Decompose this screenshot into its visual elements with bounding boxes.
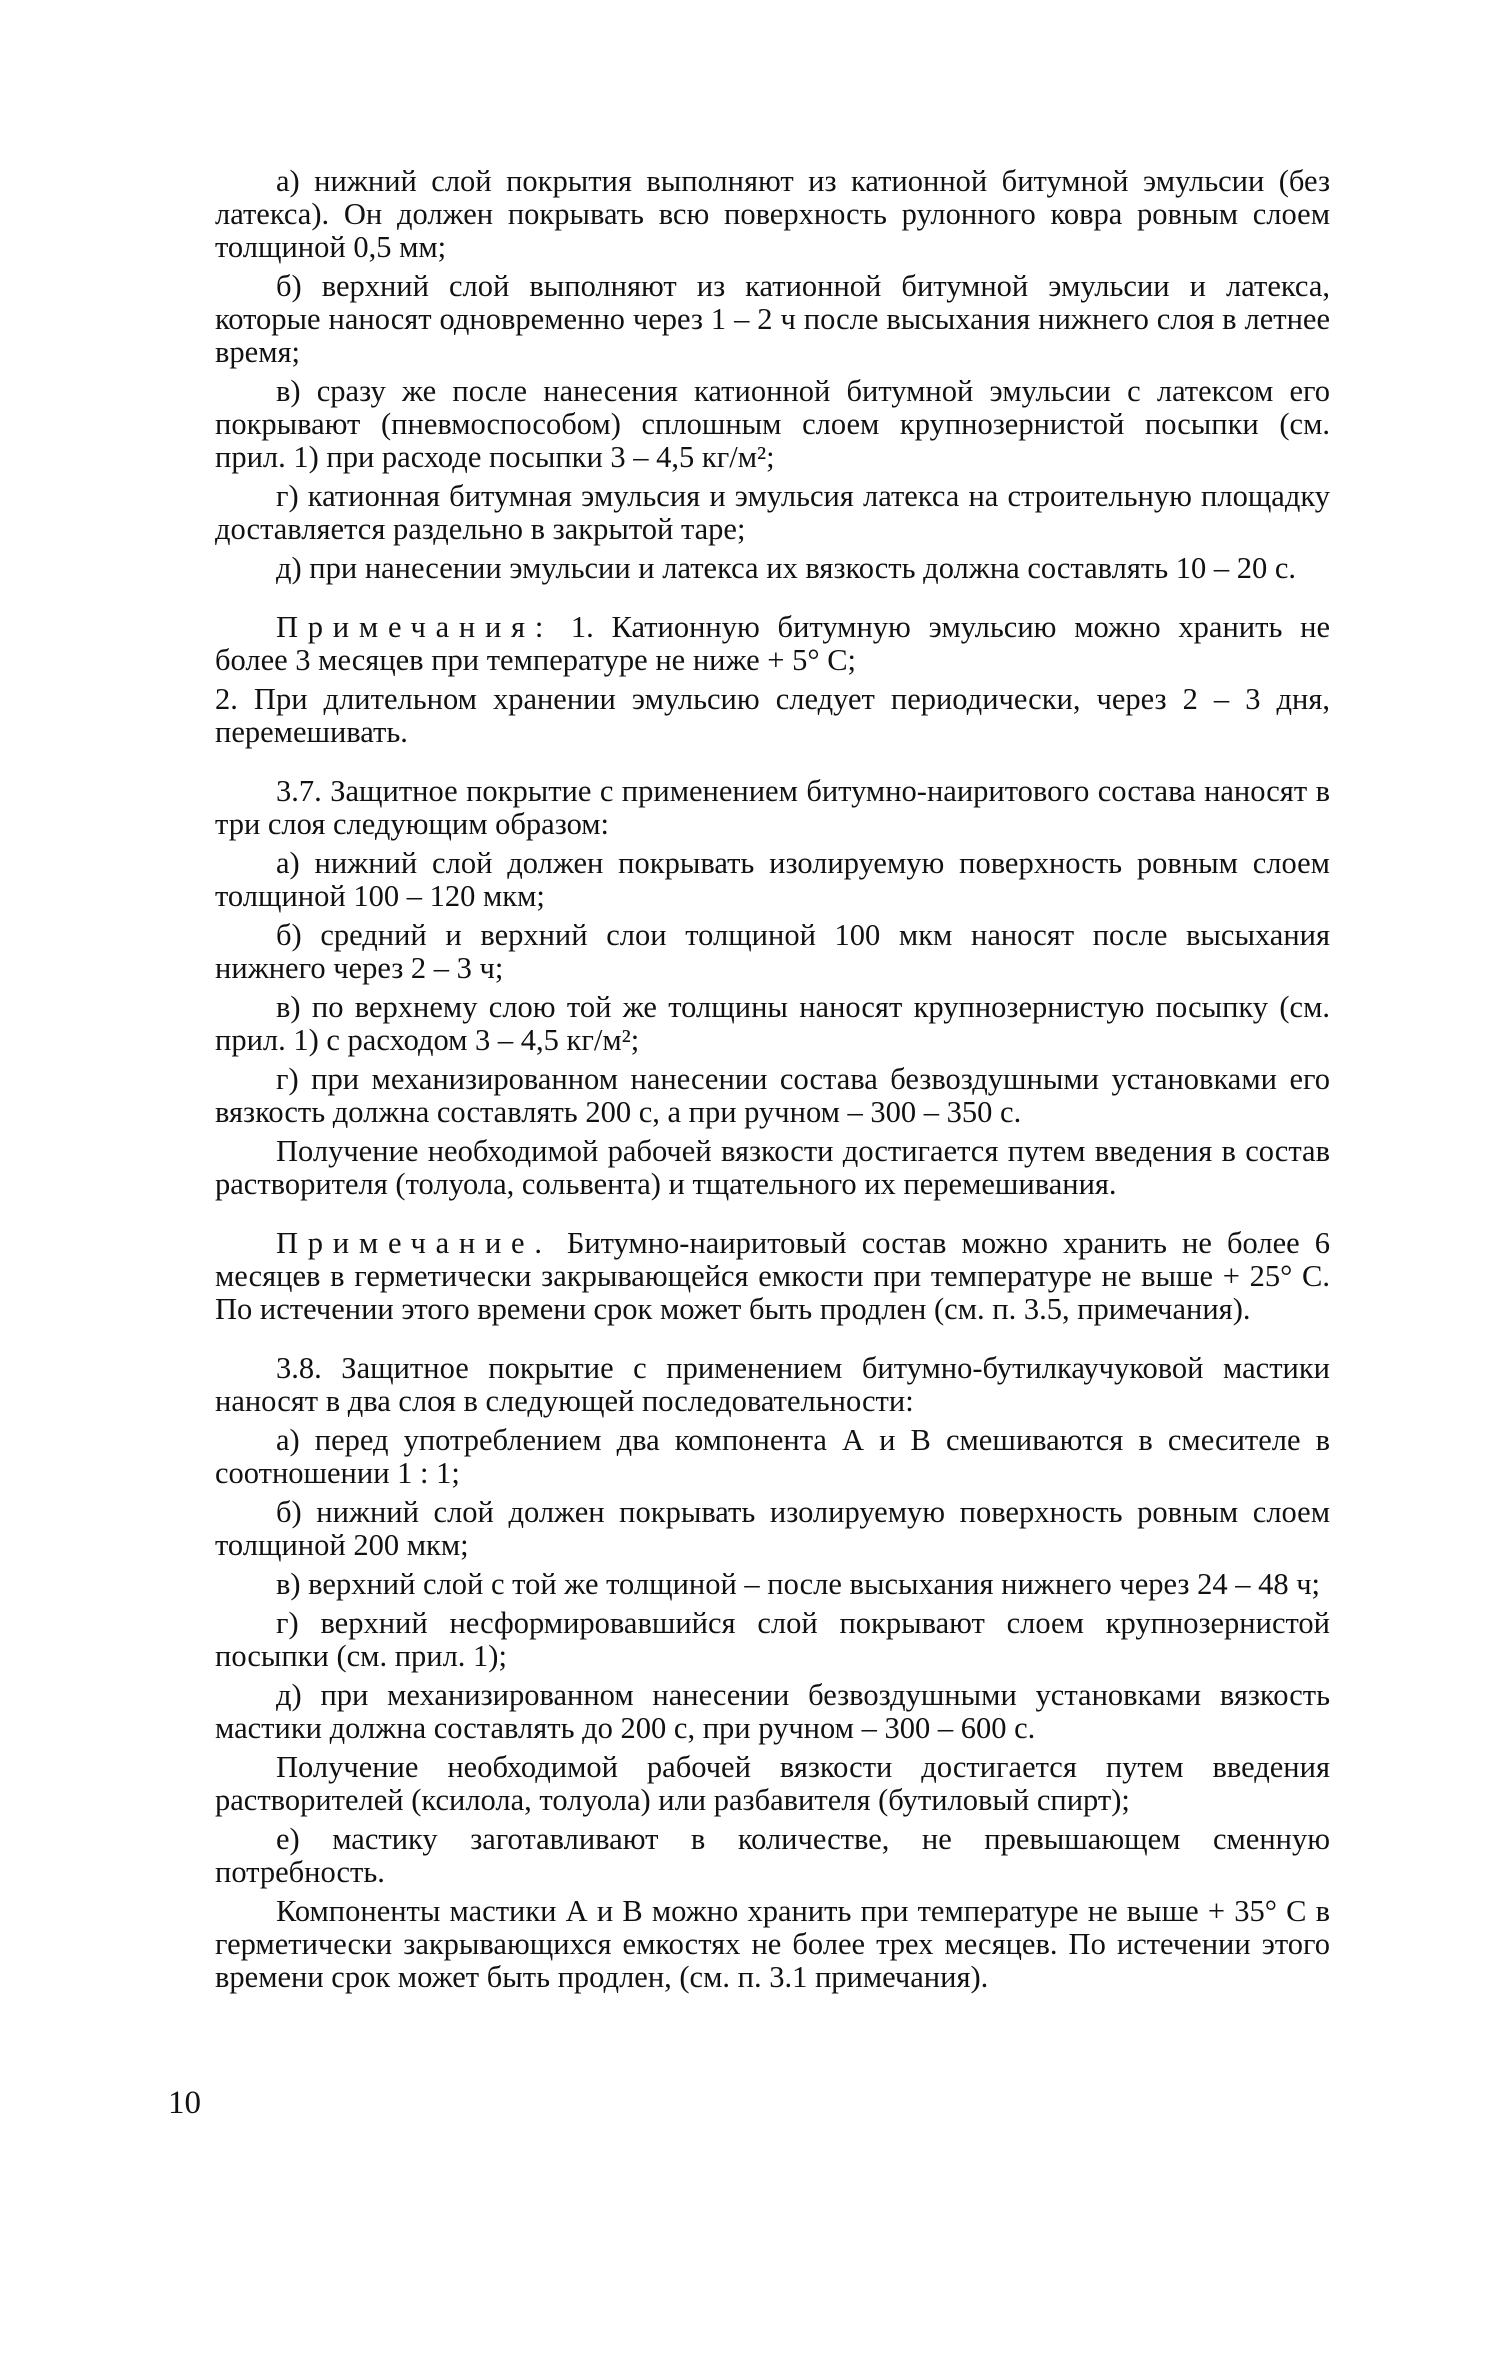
- paragraph-3-8-d: д) при механизированном нанесении безвоздушными установками вязкость мастики должна составлять до 200 с, при ручном – 300 – 600 с.: [215, 1678, 1330, 1745]
- paragraph-3-8: 3.8. Защитное покрытие с применением битумно-бутилкаучуковой мастики наносят в два слоя в следующей последовательности:: [215, 1351, 1330, 1418]
- paragraph-3-6-b: б) верхний слой выполняют из катионной битумной эмульсии и латекса, которые наносят одновременно через 1 – 2 ч после высыхания нижнего слоя в летнее время;: [215, 269, 1330, 369]
- note-1-label: Примечания:: [276, 610, 554, 644]
- paragraph-3-7-b: б) средний и верхний слои толщиной 100 мкм наносят после высыхания нижнего через 2 – 3 ч;: [215, 918, 1330, 985]
- paragraph-3-8-v: в) верхний слой с той же толщиной – после высыхания нижнего через 24 – 48 ч;: [276, 1567, 1321, 1601]
- paragraph-3-7-v: в) по верхнему слою той же толщины наносят крупнозернистую посыпку (см. прил. 1) с расходом 3 – 4,5 кг/м²;: [215, 990, 1330, 1057]
- paragraph-3-8-viscosity: Получение необходимой рабочей вязкости достигается путем введения растворителей (ксилола, толуола) или разбавителя (бутиловый спирт);: [215, 1750, 1330, 1817]
- paragraph-3-7-g: г) при механизированном нанесении состава безвоздушными установками его вязкость должна составлять 200 с, а при ручном – 300 – 350 с.: [215, 1062, 1330, 1129]
- note-2: [215, 1227, 1330, 1326]
- paragraph-3-8-a: а) перед употреблением два компонента А и В смешиваются в смесителе в соотношении 1 : 1;: [215, 1423, 1330, 1490]
- paragraph-3-7: 3.7. Защитное покрытие с применением битумно-наиритового состава наносят в три слоя следующим образом:: [215, 774, 1330, 841]
- paragraph-3-6-v: в) сразу же после нанесения катионной битумной эмульсии с латексом его покрывают (пневмоспособом) сплошным слоем крупнозернистой посыпки (см. прил. 1) при расходе посыпки 3 – 4,5 кг/м²;: [215, 374, 1330, 474]
- paragraph-3-8-g: г) верхний несформировавшийся слой покрывают слоем крупнозернистой посыпки (см. прил. 1);: [215, 1606, 1330, 1673]
- paragraph-3-8-b: б) нижний слой должен покрывать изолируемую поверхность ровным слоем толщиной 200 мкм;: [215, 1495, 1330, 1562]
- paragraph-3-6-a: а) нижний слой покрытия выполняют из катионной битумной эмульсии (без латекса). Он должен покрывать всю поверхность рулонного ковра ровным слоем толщиной 0,5 мм;: [215, 164, 1330, 264]
- paragraph-3-7-a: а) нижний слой должен покрывать изолируемую поверхность ровным слоем толщиной 100 – 120 мкм;: [215, 846, 1330, 913]
- note-1-item-2: 2. При длительном хранении эмульсию следует периодически, через 2 – 3 дня, перемешивать.: [215, 682, 1330, 749]
- paragraph-3-6-d: д) при нанесении эмульсии и латекса их вязкость должна составлять 10 – 20 с.: [276, 551, 1297, 585]
- paragraph-3-8-e: е) мастику заготавливают в количестве, не превышающем сменную потребность.: [215, 1822, 1330, 1889]
- paragraph-3-6-g: г) катионная битумная эмульсия и эмульсия латекса на строительную площадку доставляется раздельно в закрытой таре;: [215, 479, 1330, 546]
- paragraph-3-8-storage: Компоненты мастики А и В можно хранить при температуре не выше + 35° С в герметически закрывающихся емкостях не более трех месяцев. По истечении этого времени срок может быть продлен, (см. п. 3.1 примечания).: [215, 1894, 1330, 1994]
- note-1: [215, 611, 1330, 677]
- note-2-label: Примечание.: [276, 1226, 552, 1260]
- note-2-text: Битумно-наиритовый состав можно хранить не более 6 месяцев в герметически закрывающейся емкости при температуре не выше + 25° С. По истечении этого времени срок может быть продлен (см. п. 3.5, примечания).: [215, 1226, 1330, 1326]
- paragraph-3-7-viscosity: Получение необходимой рабочей вязкости достигается путем введения в состав растворителя (толуола, сольвента) и тщательного их перемешивания.: [215, 1134, 1330, 1201]
- page-body: [215, 165, 1330, 2000]
- note-1-text: 1. Катионную битумную эмульсию можно хранить не более 3 месяцев при температуре не ниже + 5° С;: [215, 610, 1330, 677]
- page-number: 10: [168, 2085, 201, 2121]
